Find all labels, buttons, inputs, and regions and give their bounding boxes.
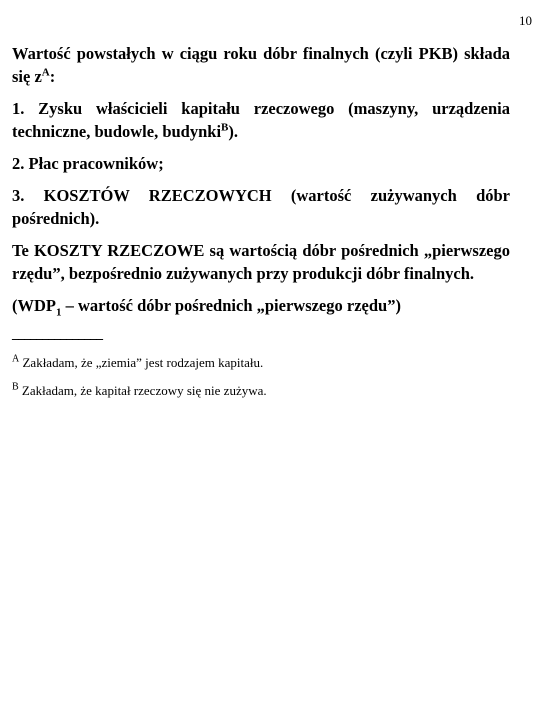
footnote-ref-a: A	[41, 66, 50, 79]
footnote-a	[12, 354, 510, 372]
paragraph-text: 2. Płac pracowników;	[12, 154, 164, 173]
document-body	[12, 42, 510, 410]
paragraph-item-3	[12, 184, 510, 230]
paragraph-text: Te KOSZTY RZECZOWE są wartością dóbr pośrednich „pierwszego rzędu”, bezpośrednio zużywanych przy produkcji dóbr finalnych.	[12, 241, 510, 283]
paragraph-text: 3. KOSZTÓW RZECZOWYCH (wartość zużywanych dóbr pośrednich).	[12, 186, 510, 228]
paragraph-gdp-composition	[12, 42, 510, 88]
footnote-marker: A	[12, 353, 20, 365]
paragraph-prefix: (WDP	[12, 296, 56, 315]
paragraph-material-costs	[12, 239, 510, 285]
footnote-separator: _______________	[12, 327, 102, 342]
paragraph-item-1	[12, 97, 510, 143]
paragraph-wdp-definition	[12, 294, 510, 317]
footnote-ref-b: B	[221, 121, 229, 134]
footnote-marker: B	[12, 381, 19, 393]
footnote-b	[12, 382, 510, 400]
paragraph-text: – wartość dóbr pośrednich „pierwszego rzędu”)	[61, 296, 401, 315]
paragraph-subscript: 1	[56, 306, 62, 319]
paragraph-text: Wartość powstałych w ciągu roku dóbr finalnych (czyli PKB) składa się z	[12, 44, 510, 86]
paragraph-text: 1. Zysku właścicieli kapitału rzeczowego (maszyny, urządzenia techniczne, budowle, budynki	[12, 99, 510, 141]
paragraph-tail: ).	[228, 122, 239, 141]
paragraph-item-2	[12, 152, 510, 175]
paragraph-tail: :	[49, 67, 56, 86]
footnote-text: Zakładam, że „ziemia” jest rodzajem kapitału.	[19, 355, 264, 370]
footnote-text: Zakładam, że kapitał rzeczowy się nie zużywa.	[18, 383, 267, 398]
page-number: 10	[519, 13, 532, 28]
